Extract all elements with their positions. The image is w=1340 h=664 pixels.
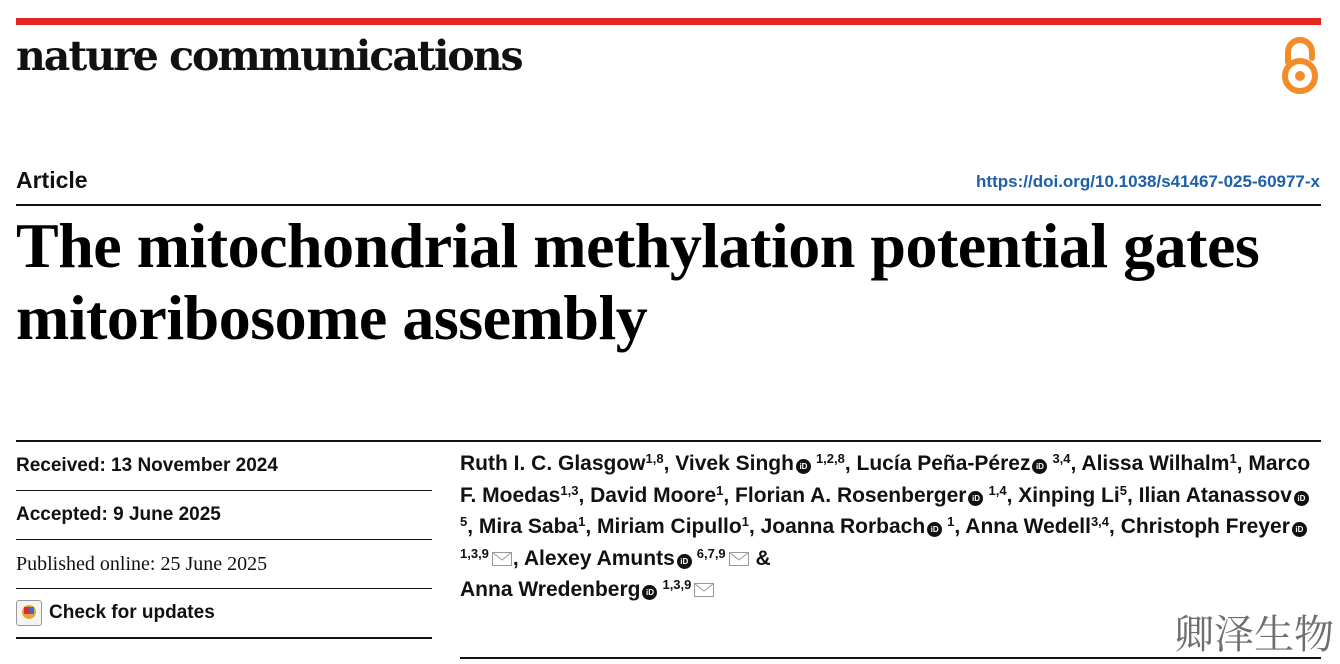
author-name: Vivek Singh [675,452,794,475]
orcid-icon[interactable]: iD [1294,491,1309,506]
affiliation-marker: 1,3 [560,482,579,498]
affiliation-marker: 1,3,9 [460,545,489,561]
orcid-icon[interactable]: iD [1032,459,1047,474]
email-icon[interactable] [729,544,749,558]
email-icon[interactable] [694,575,714,589]
author[interactable] [675,452,845,475]
email-icon[interactable] [492,544,512,558]
author[interactable] [479,515,585,538]
orcid-icon[interactable]: iD [677,554,692,569]
author-name: Ruth I. C. Glasgow [460,452,646,475]
author-name: Anna Wedell [965,515,1091,539]
orcid-icon[interactable]: iD [642,585,657,600]
watermark: 卿泽生物 [1174,612,1334,658]
affiliation-marker: 1 [1229,451,1237,466]
author-name: Alissa Wilhalm [1081,452,1230,475]
article-title: The mitochondrial methylation potential gates mitoribosome assembly [16,210,1260,353]
orcid-icon[interactable]: iD [968,491,983,506]
affiliation-marker: 5 [1119,482,1127,498]
check-updates-button[interactable] [16,589,432,639]
author-name: Christoph Freyer [1120,515,1290,539]
author[interactable] [735,484,1007,507]
affiliation-marker: 1 [947,514,955,530]
author[interactable] [857,452,1071,475]
affiliation-marker: 5 [460,514,468,530]
affiliation-marker: 1 [716,482,724,498]
author-name: Joanna Rorbach [760,515,926,539]
author-name: Xinping Li [1018,483,1120,507]
author[interactable] [460,452,664,475]
author-name: Florian A. Rosenberger [735,483,967,507]
affiliation-marker: 1,3,9 [662,577,692,593]
journal-name[interactable]: nature communications [16,32,522,80]
orcid-icon[interactable]: iD [1292,522,1307,537]
journal-header-bar [16,18,1321,25]
accepted-date: Accepted: 9 June 2025 [16,491,432,540]
author-name: Lucía Peña-Pérez [856,452,1031,475]
affiliation-marker: 1,4 [988,482,1007,498]
article-type: Article [16,167,88,193]
author[interactable] [460,578,715,601]
divider [16,204,1321,206]
doi-link[interactable]: https://doi.org/10.1038/s41467-025-60977-x [976,172,1320,191]
author[interactable] [965,515,1109,538]
author-name: Marco F. Moedas [460,452,1311,507]
check-updates-icon [16,600,42,626]
open-access-icon [1278,36,1322,96]
affiliation-marker: 6,7,9 [696,545,726,561]
affiliation-marker: 3,4 [1090,514,1110,530]
author-name: Miriam Cipullo [597,515,742,539]
affiliation-marker: 3,4 [1052,451,1071,466]
author[interactable] [1081,452,1236,475]
affiliation-marker: 1 [741,514,749,530]
check-updates-label: Check for updates [49,602,215,623]
author-name: Alexey Amunts [523,546,675,570]
author[interactable] [1018,484,1127,507]
author-name: Anna Wredenberg [460,578,641,602]
publication-dates [16,442,432,639]
author[interactable] [524,547,750,570]
author[interactable] [761,515,955,538]
author[interactable] [590,484,723,507]
published-date: Published online: 25 June 2025 [16,540,432,589]
author-name: Ilian Atanassov [1138,483,1292,507]
affiliation-marker: 1,2,8 [815,451,845,466]
orcid-icon[interactable]: iD [927,522,942,537]
affiliation-marker: 1,8 [645,451,664,466]
orcid-icon[interactable]: iD [796,459,811,474]
received-date: Received: 13 November 2024 [16,442,432,491]
author-name: David Moore [590,483,717,507]
affiliation-marker: 1 [578,514,586,530]
author-name: Mira Saba [478,515,579,539]
author-list: Ruth I. C. Glasgow$^{1,8}$, Vivek Singh iD$^{1,2,8}$, Lucía Peña-Pérez iD$^{3,4}$, Alissa Wilhalm$^1$, Marco F. Moedas$^{1,3}$, David Moore$^1$, Florian A. Rosenberger iD$^{1,4}$, Xinping Li$^5$, Ilian Atanassov $iD^5$, Mira Saba$^1$, Miriam Cipullo$^1$, Joanna Rorbach $iD^1$, Anna Wedell$^{3,4}$, Christoph Freyer iD$^{1,3,9}$ , Alexey Amunts iD$^{6,7,9}$ & Anna Wredenberg iD$^{1,3,9}$ [460,448,1320,606]
author[interactable] [597,515,749,538]
